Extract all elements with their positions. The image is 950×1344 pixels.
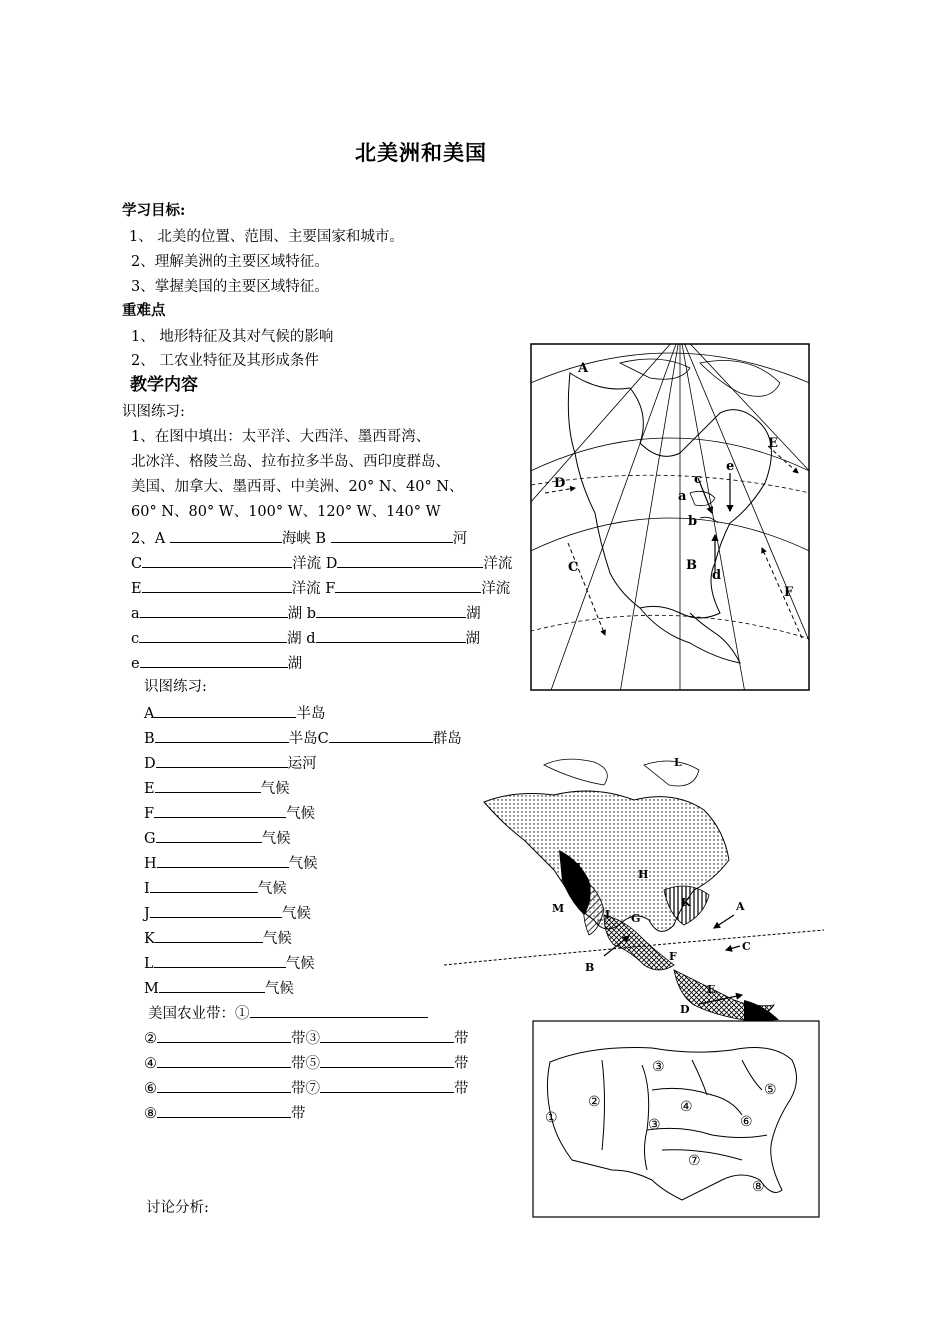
- map1-label-e: e: [726, 459, 735, 474]
- label: G: [144, 831, 156, 847]
- agri-label-5: ⑤: [764, 1082, 777, 1098]
- label-C: C: [131, 556, 143, 572]
- suffix-b: 湖: [466, 606, 481, 622]
- suffix: 气候: [261, 831, 291, 847]
- suffix: 气候: [264, 981, 294, 997]
- suffix: 带: [454, 1031, 469, 1047]
- label: E: [144, 781, 155, 797]
- map2-label-J: J: [576, 861, 582, 874]
- suffix: 气候: [257, 881, 287, 897]
- suffix: 带: [291, 1081, 306, 1097]
- blank-D[interactable]: [337, 553, 483, 568]
- blank[interactable]: [150, 903, 282, 918]
- agri-label-1: ①: [545, 1110, 558, 1126]
- label: M: [144, 981, 159, 997]
- num: ④: [144, 1056, 157, 1072]
- map1-label-b: b: [688, 514, 698, 529]
- map1-label-B: B: [686, 558, 697, 573]
- label: A: [144, 706, 155, 722]
- map2-label-H: H: [638, 868, 649, 881]
- blank[interactable]: [320, 1028, 454, 1043]
- map2-label-B: B: [585, 961, 595, 974]
- suffix: 带: [291, 1031, 306, 1047]
- label-F: F: [325, 581, 336, 597]
- map2-label-M: M: [552, 902, 565, 915]
- agriculture-row: [144, 1028, 469, 1048]
- content-heading: 教学内容: [130, 375, 198, 395]
- blank[interactable]: [320, 1053, 454, 1068]
- map1-label-D: D: [554, 476, 566, 491]
- suffix-c: 湖: [287, 631, 302, 647]
- blank-F[interactable]: [335, 578, 481, 593]
- agri-label-3: ③: [652, 1059, 665, 1075]
- label: D: [144, 756, 156, 772]
- agriculture-row: [144, 1103, 306, 1123]
- label: L: [144, 956, 154, 972]
- label: K: [144, 931, 155, 947]
- label: J: [144, 906, 150, 922]
- blank[interactable]: [154, 953, 286, 968]
- objective-item: 1、 北美的位置、范围、主要国家和城市。: [129, 229, 404, 245]
- discussion-heading: 讨论分析:: [146, 1200, 209, 1216]
- suffix: 气候: [285, 956, 315, 972]
- agri-label-3b: ③: [648, 1117, 661, 1133]
- agri-label-6: ⑥: [740, 1114, 753, 1130]
- suffix: 带: [454, 1081, 469, 1097]
- ex2-row: [144, 878, 287, 898]
- agriculture-row: [144, 1053, 469, 1073]
- exercise1-heading: 识图练习:: [122, 404, 185, 420]
- num: ③: [305, 1031, 320, 1047]
- suffix-E: 洋流: [291, 581, 321, 597]
- suffix: 气候: [262, 931, 292, 947]
- suffix-a: 湖: [287, 606, 303, 622]
- suffix: 气候: [281, 906, 311, 922]
- label-D: D: [325, 556, 338, 572]
- climate-map: [444, 750, 824, 1022]
- objectives-heading: 学习目标:: [122, 202, 186, 219]
- blank[interactable]: [157, 1053, 291, 1068]
- q2-row-3: [131, 578, 510, 598]
- ex2-row: [144, 978, 294, 998]
- blank-E[interactable]: [142, 578, 292, 593]
- map2-label-G: G: [631, 912, 641, 925]
- label: I: [144, 881, 150, 897]
- task-line: 美国、加拿大、墨西哥、中美洲、20° N、40° N、: [131, 479, 464, 495]
- ex2-row: [144, 903, 311, 923]
- suffix-e: 湖: [287, 656, 303, 672]
- agri-label-8: ⑧: [752, 1179, 765, 1195]
- blank-C[interactable]: [142, 553, 292, 568]
- suffix: 气候: [286, 806, 316, 822]
- blank[interactable]: [157, 1078, 291, 1093]
- ex2-row: [144, 853, 318, 873]
- label: B: [144, 731, 155, 747]
- map1-label-c: c: [694, 472, 702, 487]
- q2-row-5: [131, 628, 480, 648]
- agriculture-row: [144, 1078, 469, 1098]
- task-line: 60° N、80° W、100° W、120° W、140° W: [131, 504, 441, 520]
- agriculture-row-1: [148, 1003, 428, 1023]
- blank[interactable]: [155, 778, 261, 793]
- ex2-row: [144, 778, 290, 798]
- page-title: 北美洲和美国: [355, 141, 487, 165]
- num: ⑦: [305, 1081, 320, 1097]
- suffix: 带: [454, 1056, 469, 1072]
- map2-label-A: A: [736, 900, 745, 913]
- q2-row-4: [131, 603, 481, 623]
- q2-row-6: [131, 653, 302, 673]
- blank[interactable]: [250, 1003, 428, 1018]
- num: ⑥: [144, 1081, 157, 1097]
- label: F: [144, 806, 155, 822]
- map2-label-D: D: [680, 1003, 690, 1016]
- map2-label-C: C: [742, 940, 751, 953]
- blank[interactable]: [150, 878, 258, 893]
- suffix: 带: [291, 1056, 306, 1072]
- q2-prefix: 2、A: [131, 531, 166, 547]
- suffix: 半岛: [296, 706, 326, 722]
- task-line: 1、在图中填出：太平洋、大西洋、墨西哥湾、: [131, 429, 431, 445]
- blank-A[interactable]: [170, 528, 282, 543]
- ex2-row: [144, 753, 317, 773]
- map1-label-E: E: [768, 436, 778, 451]
- key-point-item: 2、 工农业特征及其形成条件: [131, 353, 319, 369]
- num: ⑤: [305, 1056, 320, 1072]
- map1-label-d: d: [712, 568, 722, 583]
- north-america-graticule-map: [530, 343, 810, 691]
- map2-label-I: I: [605, 908, 611, 921]
- exercise2-heading: 识图练习:: [144, 679, 207, 695]
- map2-label-L: L: [674, 756, 682, 769]
- map2-label-F: F: [669, 950, 677, 963]
- label-c: c: [131, 631, 140, 647]
- us-agriculture-map: [532, 1020, 820, 1218]
- label-b: b: [306, 606, 317, 622]
- ex2-row: [144, 803, 315, 823]
- map1-label-a: a: [678, 489, 687, 504]
- suffix-A: 海峡: [281, 531, 311, 547]
- label-B: B: [315, 531, 327, 547]
- map1-label-A: A: [578, 361, 589, 376]
- suffix-B: 河: [452, 531, 468, 547]
- num: ②: [144, 1031, 157, 1047]
- map2-label-E: E: [707, 983, 716, 996]
- ex2-row: [144, 728, 462, 748]
- objective-item: 3、掌握美国的主要区域特征。: [131, 279, 329, 295]
- suffix-d: 湖: [465, 631, 481, 647]
- label2: C: [317, 731, 329, 747]
- q2-row-2: [131, 553, 512, 573]
- suffix2: 群岛: [432, 731, 462, 747]
- blank-c[interactable]: [139, 628, 287, 643]
- ex2-row: [144, 828, 291, 848]
- map1-label-C: C: [568, 560, 579, 575]
- objective-item: 2、理解美洲的主要区域特征。: [131, 254, 329, 270]
- suffix: 运河: [287, 756, 317, 772]
- blank[interactable]: [157, 1103, 291, 1118]
- suffix-C: 洋流: [292, 556, 322, 572]
- blank-B[interactable]: [331, 528, 453, 543]
- blank[interactable]: [157, 853, 289, 868]
- blank-d[interactable]: [316, 628, 466, 643]
- blank[interactable]: [156, 828, 262, 843]
- blank[interactable]: [155, 928, 263, 943]
- label-e: e: [131, 656, 140, 672]
- blank[interactable]: [154, 803, 286, 818]
- suffix-D: 洋流: [483, 556, 513, 572]
- suffix: 气候: [288, 856, 318, 872]
- key-points-heading: 重难点: [122, 302, 166, 319]
- blank2[interactable]: [329, 728, 433, 743]
- agri-label-7: ⑦: [688, 1153, 701, 1169]
- label-E: E: [131, 581, 142, 597]
- q2-row-1: [131, 528, 467, 548]
- label: H: [144, 856, 157, 872]
- agriculture-heading: 美国农业带：①: [148, 1006, 250, 1022]
- suffix: 带: [291, 1106, 306, 1122]
- blank[interactable]: [159, 978, 265, 993]
- blank-a[interactable]: [140, 603, 288, 618]
- num: ⑧: [144, 1106, 157, 1122]
- task-line: 北冰洋、格陵兰岛、拉布拉多半岛、西印度群岛、: [131, 454, 450, 470]
- blank-e[interactable]: [140, 653, 288, 668]
- label-a: a: [131, 606, 140, 622]
- blank[interactable]: [320, 1078, 454, 1093]
- agri-label-2: ②: [588, 1094, 601, 1110]
- map2-label-K: K: [681, 896, 691, 909]
- blank[interactable]: [155, 728, 289, 743]
- blank-b[interactable]: [316, 603, 466, 618]
- ex2-row: [144, 928, 292, 948]
- blank[interactable]: [154, 703, 296, 718]
- blank[interactable]: [157, 1028, 291, 1043]
- suffix-F: 洋流: [481, 581, 511, 597]
- agri-label-4: ④: [680, 1099, 693, 1115]
- key-point-item: 1、 地形特征及其对气候的影响: [131, 329, 334, 345]
- blank[interactable]: [156, 753, 288, 768]
- suffix: 半岛: [288, 731, 318, 747]
- suffix: 气候: [260, 781, 290, 797]
- ex2-row: [144, 953, 315, 973]
- map1-label-F: F: [784, 585, 794, 600]
- label-d: d: [306, 631, 316, 647]
- ex2-row: [144, 703, 325, 723]
